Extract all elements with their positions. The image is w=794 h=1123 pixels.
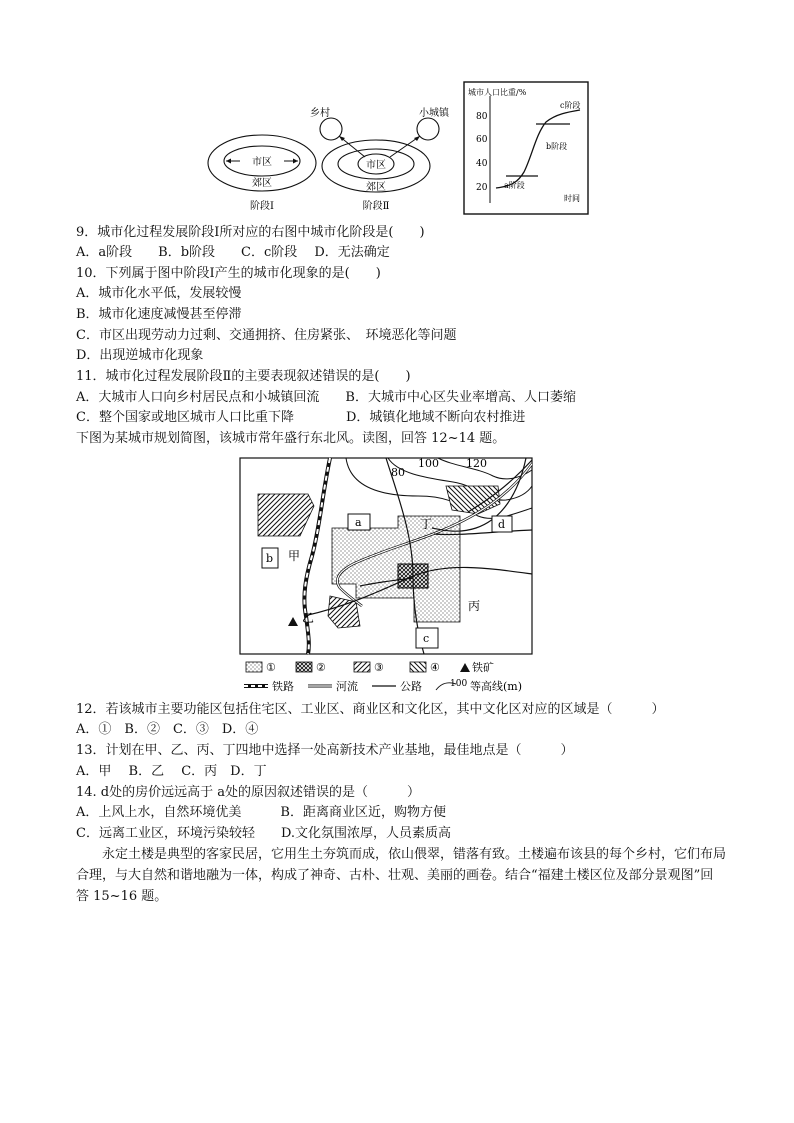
stage-one-diagram	[208, 135, 316, 212]
legend-river: 河流	[336, 680, 358, 693]
b-stage-label: b阶段	[546, 142, 568, 151]
graph-y-label: 城市人口比重/%	[468, 88, 527, 97]
legend-iron-ore: 铁矿	[472, 661, 494, 674]
region-b-label: b	[266, 552, 274, 565]
map-intro: 下图为某城市规划简图，该城市常年盛行东北风。读图，回答 12~14 题。	[76, 431, 506, 446]
q11-options-ab: A．大城市人口向乡村居民点和小城镇回流 B．大城市中心区失业率增高、人口萎缩	[76, 390, 576, 405]
contour-100: 100	[418, 457, 439, 470]
q10-stem: 10．下列属于图中阶段Ⅰ产生的城市化现象的是( )	[76, 266, 381, 281]
q9-options: A．a阶段 B．b阶段 C．c阶段 D．无法确定	[76, 245, 390, 260]
q11-stem: 11．城市化过程发展阶段Ⅱ的主要表现叙述错误的是( )	[76, 369, 411, 384]
village-label: 乡村	[310, 108, 330, 119]
q14-stem: 14. d处的房价远远高于 a处的原因叙述错误的是（ ）	[76, 785, 421, 800]
y-tick-40: 40	[476, 159, 488, 169]
y-tick-20: 20	[476, 183, 488, 193]
q14-options-ab: A．上风上水，自然环境优美 B．距离商业区近，购物方便	[76, 805, 446, 820]
legend-contour-value: 100	[450, 679, 468, 689]
q12-options: A．① B．② C．③ D．④	[76, 722, 259, 737]
contour-120: 120	[466, 457, 487, 470]
place-bing: 丙	[468, 599, 481, 613]
legend-zone-2: ②	[316, 661, 326, 674]
q12-stem: 12．若该城市主要功能区包括住宅区、工业区、商业区和文化区，其中文化区对应的区域是（ ）	[76, 702, 665, 717]
region-d-label: d	[498, 518, 506, 531]
q14-options-cd: C．远离工业区，环境污染较轻 D.文化氛围浓厚，人员素质高	[76, 826, 452, 841]
city-planning-map	[238, 456, 534, 696]
legend-zone-3: ③	[374, 661, 384, 674]
stage1-suburb-label: 郊区	[252, 178, 272, 189]
town-label: 小城镇	[419, 108, 449, 119]
stage2-urban-label: 市区	[366, 160, 386, 171]
stage1-urban-label: 市区	[252, 157, 272, 168]
q10-option-d: D．出现逆城市化现象	[76, 348, 204, 363]
urbanization-stage-figure	[200, 78, 592, 218]
c-stage-label: c阶段	[560, 101, 581, 110]
contour-80: 80	[391, 466, 405, 479]
passage-tulou: 永定土楼是典型的客家民居，它用生土夯筑而成，依山偎翠，错落有致。土楼遍布该县的每个乡村，它们布局合理，与大自然和谐地融为一体，构成了神奇、古朴、壮观、美丽的画卷。结合“福建土楼区位及部分景观图”回答 15~16 题。	[76, 847, 727, 904]
q10-option-a: A．城市化水平低，发展较慢	[76, 286, 242, 301]
stage-two-diagram	[310, 106, 450, 212]
q9-stem: 9．城市化过程发展阶段Ⅰ所对应的右图中城市化阶段是( )	[76, 225, 425, 240]
urbanization-curve-graph	[464, 82, 588, 214]
graph-x-label: 时间	[564, 194, 580, 203]
legend-contour: 等高线(m)	[470, 680, 523, 693]
place-yi: 乙	[302, 611, 315, 625]
q10-option-c: C．市区出现劳动力过剩、交通拥挤、住房紧张、 环境恶化等问题	[76, 328, 457, 343]
y-tick-80: 80	[476, 112, 488, 122]
a-stage-label: a阶段	[504, 181, 525, 190]
region-a-label: a	[355, 516, 362, 529]
q13-stem: 13．计划在甲、乙、丙、丁四地中选择一处高新技术产业基地，最佳地点是（ ）	[76, 743, 574, 758]
y-tick-60: 60	[476, 135, 488, 145]
map-legend	[244, 660, 522, 693]
region-c-label: c	[423, 632, 430, 645]
q11-options-cd: C．整个国家或地区城市人口比重下降 D．城镇化地域不断向农村推进	[76, 410, 526, 425]
stage1-label: 阶段Ⅰ	[250, 201, 274, 212]
legend-railway: 铁路	[272, 680, 294, 693]
stage2-suburb-label: 郊区	[366, 182, 386, 193]
q13-options: A．甲 B．乙 C．丙 D．丁	[76, 764, 267, 779]
legend-zone-4: ④	[430, 661, 440, 674]
stage2-label: 阶段Ⅱ	[362, 201, 390, 212]
q10-option-b: B．城市化速度减慢甚至停滞	[76, 307, 242, 322]
legend-highway: 公路	[400, 680, 422, 693]
place-ding: 丁	[420, 517, 433, 531]
legend-zone-1: ①	[266, 661, 276, 674]
place-jia: 甲	[288, 549, 301, 563]
